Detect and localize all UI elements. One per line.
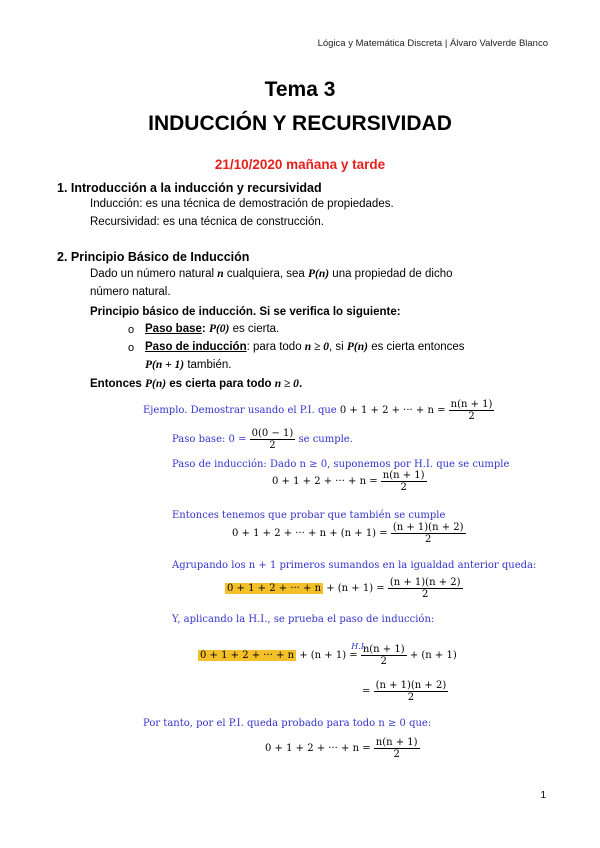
- example-apply-eq: 0 + 1 + 2 + ··· + n + (n + 1) H.I. = $\frac{n(n + 1)}{2}$ + (n + 1): [200, 642, 457, 667]
- example-induction: Paso de inducción: Dado n ≥ 0, suponemos por H.I. que se cumple: [172, 459, 510, 470]
- section2-heading: 2. Principio Básico de Inducción: [57, 250, 250, 264]
- example-apply-eq2: = $\frac{(n + 1)(n + 2)}{2}$: [362, 680, 447, 703]
- highlight-sum: 0 + 1 + 2 + ··· + n: [227, 583, 322, 594]
- highlight-sum-2: 0 + 1 + 2 + ··· + n: [200, 650, 295, 661]
- example-final: Por tanto, por el P.I. queda probado para todo n ≥ 0 que:: [143, 718, 432, 729]
- example-need-eq: 0 + 1 + 2 + ··· + n + (n + 1) = $\frac{(n + 1)(n + 2)}{2}$: [232, 522, 464, 545]
- paso-induccion-line1: Paso de inducción: para todo n ≥ 0, si P(n) es cierta entonces: [145, 341, 465, 353]
- section2-paragraph1: Dado un número natural n cualquiera, sea P(n) una propiedad de dicho: [90, 268, 453, 280]
- section2-paragraph2: Principio básico de inducción. Si se verifica lo siguiente:: [90, 306, 401, 318]
- page-header: Lógica y Matemática Discreta | Álvaro Valverde Blanco: [317, 38, 548, 49]
- section1-line2: Recursividad: es una técnica de construcción.: [90, 216, 324, 228]
- section1-heading: 1. Introducción a la inducción y recursividad: [57, 181, 322, 195]
- example-induction-eq: 0 + 1 + 2 + ··· + n = $\frac{n(n + 1)}{2}$: [272, 470, 425, 493]
- conclusion-line: Entonces P(n) es cierta para todo n ≥ 0.: [90, 378, 303, 390]
- section1-line1: Inducción: es una técnica de demostración de propiedades.: [90, 198, 394, 210]
- date-line: 21/10/2020 mañana y tarde: [214, 157, 386, 172]
- example-need: Entonces tenemos que probar que también se cumple: [172, 510, 446, 521]
- example-base: Paso base: 0 = $\frac{0(0 - 1)}{2}$ se cumple.: [172, 428, 353, 451]
- example-group: Agrupando los n + 1 primeros sumandos en la igualdad anterior queda:: [172, 560, 537, 571]
- example-apply: Y, aplicando la H.I., se prueba el paso de inducción:: [172, 614, 435, 625]
- section2-paragraph1-end: número natural.: [90, 286, 171, 298]
- page-number: 1: [540, 790, 546, 801]
- paso-base-line: Paso base: P(0) es cierta.: [145, 323, 280, 335]
- example-intro: Ejemplo. Demostrar usando el P.I. que 0 + 1 + 2 + ··· + n = $\frac{n(n + 1)}{2}$: [143, 399, 493, 422]
- title-line2: INDUCCIÓN Y RECURSIVIDAD: [148, 112, 452, 135]
- bullet-induccion: o: [128, 342, 135, 354]
- example-group-eq: 0 + 1 + 2 + ··· + n + (n + 1) = $\frac{(n + 1)(n + 2)}{2}$: [227, 577, 461, 600]
- title-line1: Tema 3: [264, 78, 336, 101]
- bullet-base: o: [128, 324, 135, 336]
- paso-induccion-line2: P(n + 1) también.: [145, 359, 232, 371]
- example-final-eq: 0 + 1 + 2 + ··· + n = $\frac{n(n + 1)}{2}$: [265, 737, 418, 760]
